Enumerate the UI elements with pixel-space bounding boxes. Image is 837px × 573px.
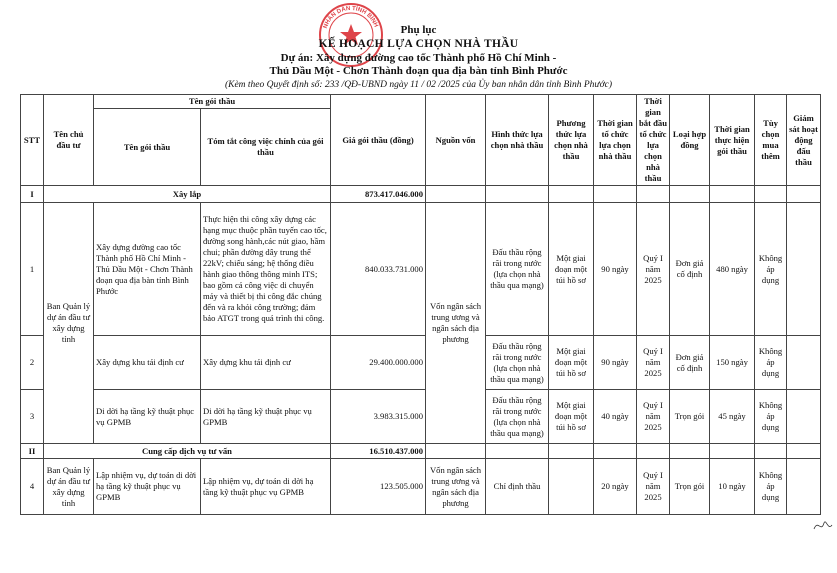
col-duration-select: Thời gian tổ chức lựa chọn nhà thầu [594,95,637,186]
row-procedure: Một giai đoạn một túi hồ sơ [549,390,594,444]
row-exec: 10 ngày [710,459,755,515]
row-package-name: Xây dựng khu tái định cư [94,336,201,390]
project-line-2: Thủ Dầu Một - Chơn Thành đoạn qua địa bàn tỉnh Bình Phước [269,65,568,77]
row-start: Quý I năm 2025 [637,203,670,336]
row-method: Đấu thầu rộng rãi trong nước (lựa chọn nhà thầu qua mạng) [486,390,549,444]
row-method: Đấu thầu rộng rãi trong nước (lựa chọn nhà thầu qua mạng) [486,203,549,336]
row-package-name: Lập nhiệm vụ, dự toán di dời hạ tầng kỹ thuật phục vụ GPMB [94,459,201,515]
row-stt: 1 [21,203,44,336]
col-contract-type: Loại hợp đồng [670,95,710,186]
col-start-time: Thời gian bắt đầu tổ chức lựa chọn nhà thầu [637,95,670,186]
col-summary: Tóm tắt công việc chính của gói thầu [201,109,331,186]
row-summary: Lập nhiệm vụ, dự toán di dời hạ tầng kỹ thuật phục vụ GPMB [201,459,331,515]
row-summary: Xây dựng khu tái định cư [201,336,331,390]
row-method: Đấu thầu rộng rãi trong nước (lựa chọn nhà thầu qua mạng) [486,336,549,390]
row-start: Quý I năm 2025 [637,390,670,444]
col-source: Nguồn vốn [426,95,486,186]
row-stt: 3 [21,390,44,444]
row-source: Vốn ngân sách trung ương và ngân sách địa phương [426,203,486,444]
row-start: Quý I năm 2025 [637,459,670,515]
col-method: Hình thức lựa chọn nhà thầu [486,95,549,186]
row-package-name: Xây dựng đường cao tốc Thành phố Hồ Chí Minh - Thủ Dầu Một - Chơn Thành đoạn qua địa bàn tỉnh Bình Phước [94,203,201,336]
row-price: 840.033.731.000 [331,203,426,336]
col-price: Giá gói thầu (đồng) [331,95,426,186]
row-stt: 2 [21,336,44,390]
row-start: Quý I năm 2025 [637,336,670,390]
section-title: Xây lắp [44,186,331,203]
table-row [21,390,821,444]
row-exec: 480 ngày [710,203,755,336]
section-number: I [21,186,44,203]
row-option: Không áp dụng [755,203,787,336]
row-contract: Trọn gói [670,459,710,515]
row-procedure: Một giai đoạn một túi hồ sơ [549,203,594,336]
row-stt: 4 [21,459,44,515]
row-option: Không áp dụng [755,336,787,390]
seal-text: NHÂN DÂN TỈNH BÌNH [322,5,379,30]
section-total: 16.510.437.000 [331,444,426,459]
table-row [21,203,821,336]
row-duration: 40 ngày [594,390,637,444]
signature-mark [812,515,834,535]
document-title: KẾ HOẠCH LỰA CHỌN NHÀ THẦU [318,38,519,50]
row-owner: Ban Quản lý dự án đầu tư xây dựng tỉnh [44,459,94,515]
row-owner: Ban Quản lý dự án đầu tư xây dựng tỉnh [44,203,94,444]
project-line-1: Dự án: Xây dựng đường cao tốc Thành phố Hồ Chí Minh - [280,52,557,64]
row-summary: Thực hiện thi công xây dựng các hạng mục thuộc phần tuyến cao tốc, đường song hành,các nút giao, hầm chui; phần đường dây trung thế 22kV; chiếu sáng; hệ thống điều hành giao thông thông minh ITS; bao gồm cả công việc di chuyển máy và thiết bị thi công đắc chúng đến và ra khỏi công trường; đảm bảo ATGT trong quá trình thi công. [201,203,331,336]
row-exec: 150 ngày [710,336,755,390]
row-package-name: Di dời hạ tầng kỹ thuật phục vụ GPMB [94,390,201,444]
col-duration-contract: Thời gian thực hiện gói thầu [710,95,755,186]
procurement-plan-table [20,94,821,515]
table-row [21,336,821,390]
appendix-label: Phụ lục [400,24,437,36]
row-price: 123.505.000 [331,459,426,515]
col-stt: STT [21,95,44,186]
section-total: 873.417.046.000 [331,186,426,203]
col-supervision: Giám sát hoạt động đấu thầu [787,95,821,186]
row-contract: Trọn gói [670,390,710,444]
section-number: II [21,444,44,459]
row-exec: 45 ngày [710,390,755,444]
row-summary: Di dời hạ tầng kỹ thuật phục vụ GPMB [201,390,331,444]
col-procedure: Phương thức lựa chọn nhà thầu [549,95,594,186]
decision-reference: (Kèm theo Quyết định số: 233 /QĐ-UBND ngày 11 / 02 /2025 của Ủy ban nhân dân tỉnh Bình Phước) [224,80,613,90]
row-option: Không áp dụng [755,390,787,444]
row-method: Chỉ định thầu [486,459,549,515]
row-procedure [549,459,594,515]
row-option: Không áp dụng [755,459,787,515]
row-source: Vốn ngân sách trung ương và ngân sách địa phương [426,459,486,515]
col-owner: Tên chủ đầu tư [44,95,94,186]
row-price: 3.983.315.000 [331,390,426,444]
table-row [21,459,821,515]
row-price: 29.400.000.000 [331,336,426,390]
col-package-group: Tên gói thầu [94,95,331,109]
col-option: Tùy chọn mua thêm [755,95,787,186]
row-contract: Đơn giá cố định [670,203,710,336]
section-row [21,444,821,459]
row-duration: 90 ngày [594,203,637,336]
row-contract: Đơn giá cố định [670,336,710,390]
row-duration: 20 ngày [594,459,637,515]
row-procedure: Một giai đoạn một túi hồ sơ [549,336,594,390]
section-row [21,186,821,203]
row-duration: 90 ngày [594,336,637,390]
section-title: Cung cấp dịch vụ tư vấn [44,444,331,459]
col-package-name: Tên gói thầu [94,109,201,186]
